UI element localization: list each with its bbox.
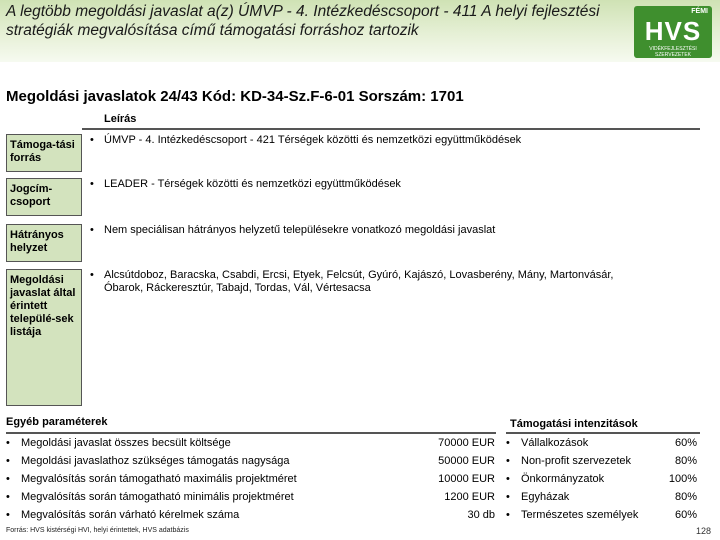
logo-sub-text: VIDÉKFEJLESZTÉSI SZERVEZETEK <box>649 46 697 58</box>
param-value: 50000 EUR <box>438 455 495 467</box>
intensity-value: 80% <box>674 491 697 503</box>
intensity-label: Vállalkozások <box>521 437 589 449</box>
leiras-divider <box>82 128 700 130</box>
bullet: • <box>6 509 10 521</box>
row-value: Nem speciálisan hátrányos helyzetű településekre vonatkozó megoldási javaslat <box>104 224 496 236</box>
param-label: Megvalósítás során támogatható minimális projektméret <box>21 491 294 503</box>
param-value: 1200 EUR <box>444 491 495 503</box>
tamogatasi-intenzitasok-title: Támogatási intenzitások <box>510 418 638 430</box>
intensity-label: Non-profit szervezetek <box>521 455 632 467</box>
intensity-label: Természetes személyek <box>521 509 639 521</box>
bullet: • <box>506 437 510 449</box>
param-value: 70000 EUR <box>438 437 495 449</box>
egyeb-parameterek-title: Egyéb paraméterek <box>6 416 108 428</box>
logo-top-text: FÉMI <box>691 8 708 15</box>
header-title: A legtöbb megoldási javaslat a(z) ÚMVP - 4. Intézkedéscsoport - 411 A helyi fejlesztési stratégiák megvalósítása című támogatási forráshoz tartozik <box>6 3 600 39</box>
bullet: • <box>506 491 510 503</box>
logo-main-text: HVS <box>644 16 702 46</box>
row-label-tamogatasi-forras: Támoga-tási forrás <box>6 134 82 172</box>
intensity-label: Egyházak <box>521 491 570 503</box>
bullet: • <box>90 134 94 146</box>
param-row <box>6 506 239 524</box>
bullet: • <box>506 455 510 467</box>
intensity-value: 100% <box>668 473 697 485</box>
param-value: 30 db <box>467 509 495 521</box>
row-label-jogcimcsoport: Jogcím-csoport <box>6 178 82 216</box>
intensity-row <box>506 434 588 452</box>
bullet: • <box>90 269 94 281</box>
source-note: Forrás: HVS kistérségi HVI, helyi érintettek, HVS adatbázis <box>6 527 189 534</box>
param-value: 10000 EUR <box>438 473 495 485</box>
row-label-erintett-telepulesek: Megoldási javaslat által érintett települé-sek listája <box>6 269 82 406</box>
row-label-hatranyos-helyzet: Hátrányos helyzet <box>6 224 82 262</box>
intensity-row <box>506 452 631 470</box>
bullet: • <box>506 509 510 521</box>
intensity-row <box>506 488 569 506</box>
row-value-line1: Alcsútdoboz, Baracska, Csabdi, Ercsi, Etyek, Felcsút, Gyúró, Kajászó, Lovasberény, Mány, Martonvásár, <box>104 269 614 281</box>
row-value: ÚMVP - 4. Intézkedéscsoport - 421 Térségek közötti és nemzetközi együttműködések <box>104 134 522 146</box>
leiras-header: Leírás <box>104 113 137 125</box>
param-label: Megoldási javaslathoz szükséges támogatás nagysága <box>21 455 290 467</box>
param-label: Megoldási javaslat összes becsült költsége <box>21 437 231 449</box>
row-text-tamogatasi-forras <box>90 134 700 147</box>
row-value: LEADER - Térségek közötti és nemzetközi együttműködések <box>104 178 401 190</box>
page-number: 128 <box>696 526 712 536</box>
bullet: • <box>90 178 94 190</box>
hvs-logo <box>634 6 712 58</box>
param-row <box>6 452 289 470</box>
intensity-row <box>506 470 604 488</box>
param-row <box>6 434 231 452</box>
page-title: Megoldási javaslatok 24/43 Kód: KD-34-Sz.F-6-01 Sorszám: 1701 <box>6 88 464 105</box>
row-text-erintett-telepulesek <box>90 269 700 295</box>
param-label: Megvalósítás során várható kérelmek száma <box>21 509 240 521</box>
intensity-value: 60% <box>674 509 697 521</box>
bullet: • <box>6 473 10 485</box>
param-label: Megvalósítás során támogatható maximális projektméret <box>21 473 297 485</box>
row-text-jogcimcsoport <box>90 178 700 191</box>
row-value-line2: Óbarok, Ráckeresztúr, Tabajd, Tordas, Vál, Vértesacsa <box>104 282 371 294</box>
header-banner <box>0 0 720 62</box>
intensity-value: 80% <box>674 455 697 467</box>
intensity-row <box>506 506 638 524</box>
row-text-hatranyos-helyzet <box>90 224 700 237</box>
bullet: • <box>6 437 10 449</box>
intensity-value: 60% <box>674 437 697 449</box>
bullet: • <box>90 224 94 236</box>
bullet: • <box>506 473 510 485</box>
param-row <box>6 470 297 488</box>
param-row <box>6 488 294 506</box>
bullet: • <box>6 455 10 467</box>
intensity-label: Önkormányzatok <box>521 473 605 485</box>
bullet: • <box>6 491 10 503</box>
